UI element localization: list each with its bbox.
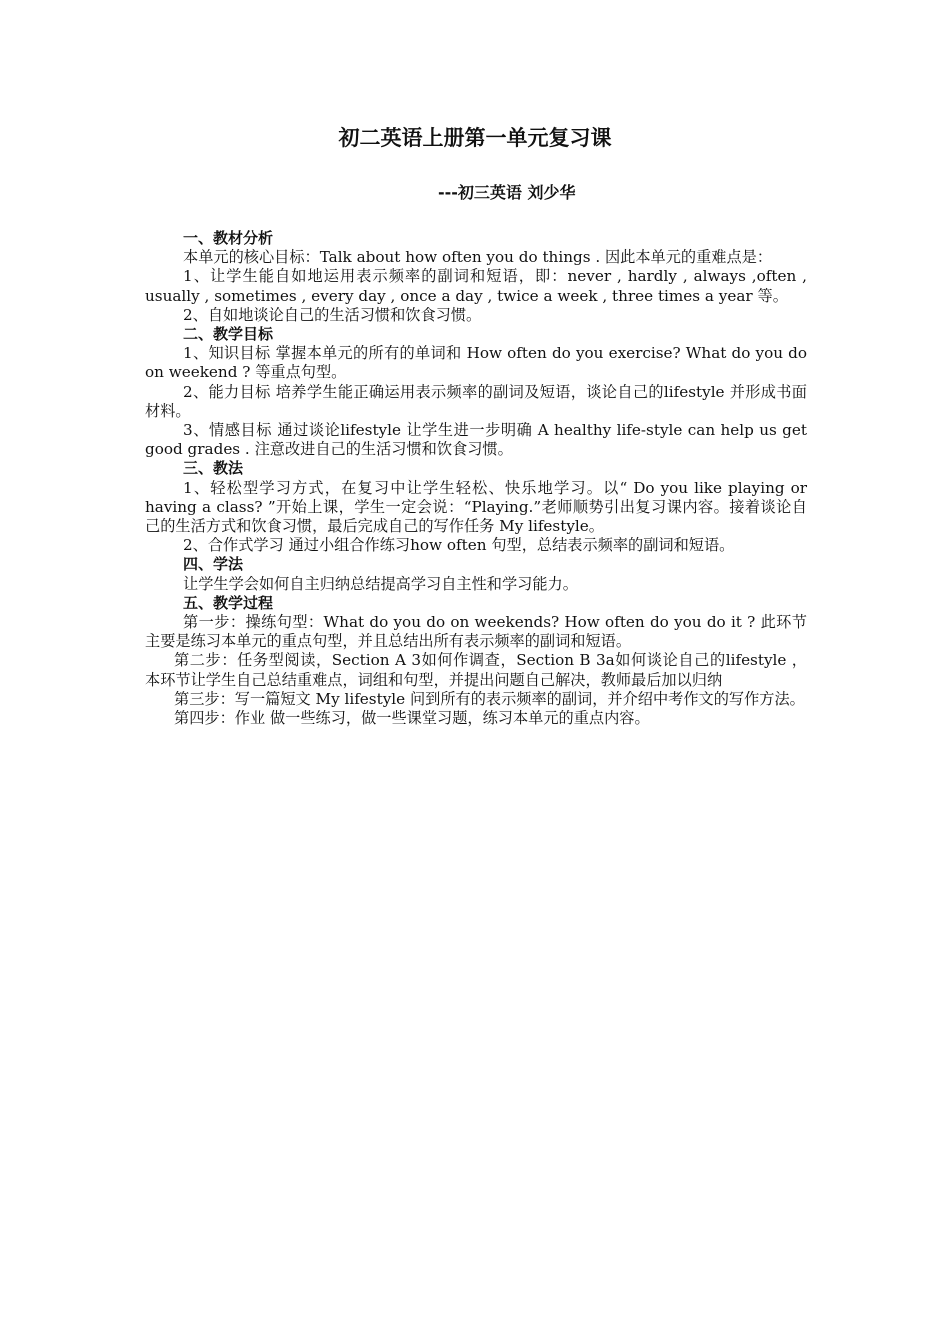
section-heading-teaching-method: 三、教法 <box>183 459 244 478</box>
section-heading-textbook-analysis: 一、教材分析 <box>183 229 274 247</box>
paragraph-core-goal: 本单元的核心目标：Talk about how often you do things . 因此本单元的重难点是： <box>183 248 773 267</box>
paragraph-method-2: 2、合作式学习 通过小组合作练习how often 句型，总结表示频率的副词和短语。 <box>183 536 735 555</box>
paragraph-key-point-1: 1、让学生能自如地运用表示频率的副词和短语，即：never , hardly , always ,often , usually , sometimes , every day , once a day , twice a week , three times a year 等。 <box>145 267 807 305</box>
document-title: 初二英语上册第一单元复习课 <box>338 126 612 150</box>
paragraph-key-point-2: 2、自如地谈论自己的生活习惯和饮食习惯。 <box>183 305 482 324</box>
paragraph-method-1: 1、轻松型学习方式，在复习中让学生轻松、快乐地学习。以“ Do you like playing or having a class? ”开始上课，学生一定会说：“Playing.”老师顺势引出复习课内容。接着谈论自己的生活方式和饮食习惯，最后完成自己的写作任务 My lifestyle。 <box>145 478 807 536</box>
document-body <box>145 229 807 728</box>
paragraph-ability-goal: 2、能力目标 培养学生能正确运用表示频率的副词及短语，谈论自己的lifestyle 并形成书面材料。 <box>145 382 807 420</box>
paragraph-step-4: 第四步：作业 做一些练习，做一些课堂习题，练习本单元的重点内容。 <box>174 709 650 728</box>
paragraph-step-1: 第一步：操练句型：What do you do on weekends? How often do you do it ? 此环节主要是练习本单元的重点句型，并且总结出所有表示频率的副词和短语。 <box>145 613 807 651</box>
section-heading-teaching-process: 五、教学过程 <box>183 593 274 612</box>
document-subtitle: ---初三英语 刘少华 <box>438 183 576 202</box>
section-heading-learning-method: 四、学法 <box>183 555 244 574</box>
paragraph-learning-method: 让学生学会如何自主归纳总结提高学习自主性和学习能力。 <box>183 574 578 593</box>
paragraph-emotion-goal: 3、情感目标 通过谈论lifestyle 让学生进一步明确 A healthy life-style can help us get good grades . 注意改进自己的生活习惯和饮食习惯。 <box>145 421 807 459</box>
paragraph-step-2: 第二步：任务型阅读，Section A 3如何作调查，Section B 3a如何谈论自己的lifestyle ， 本环节让学生自己总结重难点，词组和句型，并提出问题自己解决，教师最后加以归纳 <box>145 651 807 689</box>
section-heading-teaching-goals: 二、教学目标 <box>183 325 274 344</box>
paragraph-step-3: 第三步：写一篇短文 My lifestyle 问到所有的表示频率的副词，并介绍中考作文的写作方法。 <box>174 689 805 708</box>
paragraph-knowledge-goal: 1、知识目标 掌握本单元的所有的单词和 How often do you exercise? What do you do on weekend ? 等重点句型。 <box>145 344 807 382</box>
